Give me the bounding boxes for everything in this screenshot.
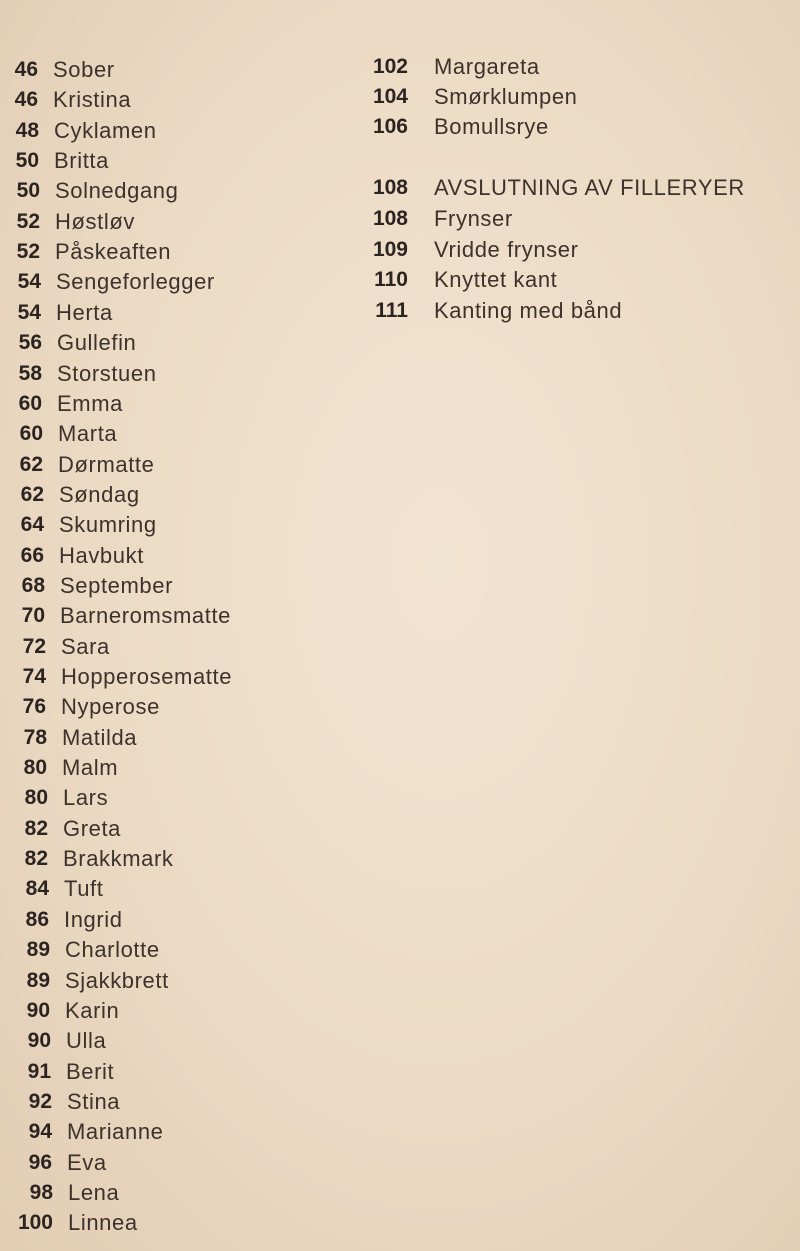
- page-number: 80: [23, 756, 47, 780]
- entry-title: Sober: [53, 57, 115, 82]
- page-number: 96: [28, 1150, 52, 1174]
- page-number: 98: [29, 1180, 53, 1204]
- entry-title: Søndag: [59, 481, 140, 507]
- entry-title: Brakkmark: [63, 846, 174, 872]
- page-number: 104: [372, 85, 408, 108]
- entry-title: Storstuen: [57, 360, 157, 386]
- page-number: 62: [19, 452, 43, 476]
- page-number: 89: [26, 968, 50, 992]
- page-number: 108: [372, 207, 408, 230]
- page-number: 50: [15, 149, 39, 173]
- entry-title: Herta: [56, 299, 113, 325]
- page-number: 52: [16, 240, 40, 264]
- entry-title: Barneromsmatte: [60, 603, 232, 629]
- page-number: 48: [15, 118, 39, 142]
- entry-title: Linnea: [68, 1210, 138, 1236]
- page-number: 52: [16, 209, 40, 233]
- entry-title: Karin: [65, 997, 120, 1023]
- entry-title: Solnedgang: [55, 178, 179, 204]
- entry-title: Eva: [67, 1149, 107, 1175]
- entry-title: Gullefin: [57, 330, 137, 356]
- page-number: 86: [25, 907, 49, 931]
- page-number: 50: [16, 179, 40, 203]
- entry-title: Påskeaften: [55, 239, 172, 265]
- page-number: 54: [17, 300, 41, 324]
- page-number: 54: [17, 270, 41, 294]
- page-number: 60: [19, 422, 43, 446]
- page-number: 66: [20, 543, 44, 567]
- entry-title: Høstløv: [55, 208, 135, 234]
- page-number: 100: [17, 1211, 53, 1235]
- entry-title: Vridde frynser: [434, 237, 579, 262]
- page-number: 82: [24, 816, 48, 840]
- page-number: 70: [21, 604, 45, 628]
- entry-title: Sjakkbrett: [65, 967, 169, 993]
- page-number: 56: [18, 331, 42, 355]
- entry-title: Emma: [57, 390, 123, 416]
- page-number: 94: [28, 1120, 52, 1144]
- entry-title: Kanting med bånd: [434, 298, 623, 323]
- page-number: 82: [24, 847, 48, 871]
- page-number: 106: [372, 115, 408, 138]
- entry-title: Marta: [58, 421, 118, 447]
- entry-title: Ulla: [66, 1028, 107, 1054]
- entry-title: Sara: [61, 633, 110, 659]
- entry-title: September: [60, 572, 174, 598]
- page-number: 58: [18, 361, 42, 385]
- entry-title: Skumring: [59, 512, 157, 538]
- entry-title: Cyklamen: [54, 117, 157, 143]
- entry-title: Greta: [63, 815, 122, 841]
- page-number: 110: [374, 268, 408, 291]
- page-number: 60: [18, 391, 42, 415]
- page-number: 74: [22, 665, 46, 688]
- page-number: 84: [25, 877, 49, 901]
- page-number: 72: [22, 634, 46, 658]
- entry-title: Stina: [67, 1088, 121, 1114]
- entry-title: Frynser: [434, 206, 513, 231]
- page-number: 46: [14, 58, 38, 81]
- entry-title: Marianne: [67, 1119, 164, 1145]
- entry-title: Margareta: [434, 54, 540, 79]
- entry-title: Smørklumpen: [434, 84, 578, 109]
- entry-title: Nyperose: [61, 694, 160, 720]
- toc-left-column: [0, 55, 290, 1245]
- entry-title: Bomullsrye: [434, 114, 549, 139]
- page-number: 108: [372, 176, 408, 199]
- entry-title: Berit: [66, 1058, 115, 1084]
- toc-right-column: [362, 52, 792, 342]
- entry-title: Ingrid: [64, 906, 123, 932]
- page-number: 89: [26, 938, 50, 962]
- entry-title: Kristina: [53, 87, 132, 113]
- entry-title: Knyttet kant: [434, 267, 558, 292]
- page-number: 64: [20, 513, 44, 537]
- page-number: 68: [21, 573, 45, 597]
- page-number: 102: [372, 55, 408, 78]
- entry-title: Britta: [54, 148, 109, 174]
- page-number: 62: [20, 482, 44, 506]
- page-number: 76: [22, 695, 46, 719]
- page-number: 80: [24, 786, 48, 810]
- page-number: 90: [26, 998, 50, 1022]
- entry-title: Havbukt: [59, 542, 144, 568]
- entry-title: Charlotte: [65, 937, 160, 963]
- entry-title: AVSLUTNING AV FILLERYER: [434, 175, 745, 200]
- page-number: 78: [23, 725, 47, 749]
- page-number: 91: [27, 1059, 51, 1083]
- page-number: 111: [375, 299, 408, 322]
- entry-title: Matilda: [62, 724, 138, 750]
- entry-title: Malm: [62, 755, 119, 781]
- entry-title: Hopperosematte: [61, 664, 233, 689]
- entry-title: Sengeforlegger: [56, 269, 215, 295]
- entry-title: Dørmatte: [58, 451, 155, 477]
- page-number: 90: [27, 1029, 51, 1053]
- page-number: 92: [28, 1089, 52, 1113]
- entry-title: Lars: [63, 785, 109, 811]
- page-number: 46: [14, 88, 38, 112]
- entry-title: Tuft: [64, 876, 104, 902]
- entry-title: Lena: [68, 1179, 120, 1205]
- page-number: 109: [372, 238, 408, 261]
